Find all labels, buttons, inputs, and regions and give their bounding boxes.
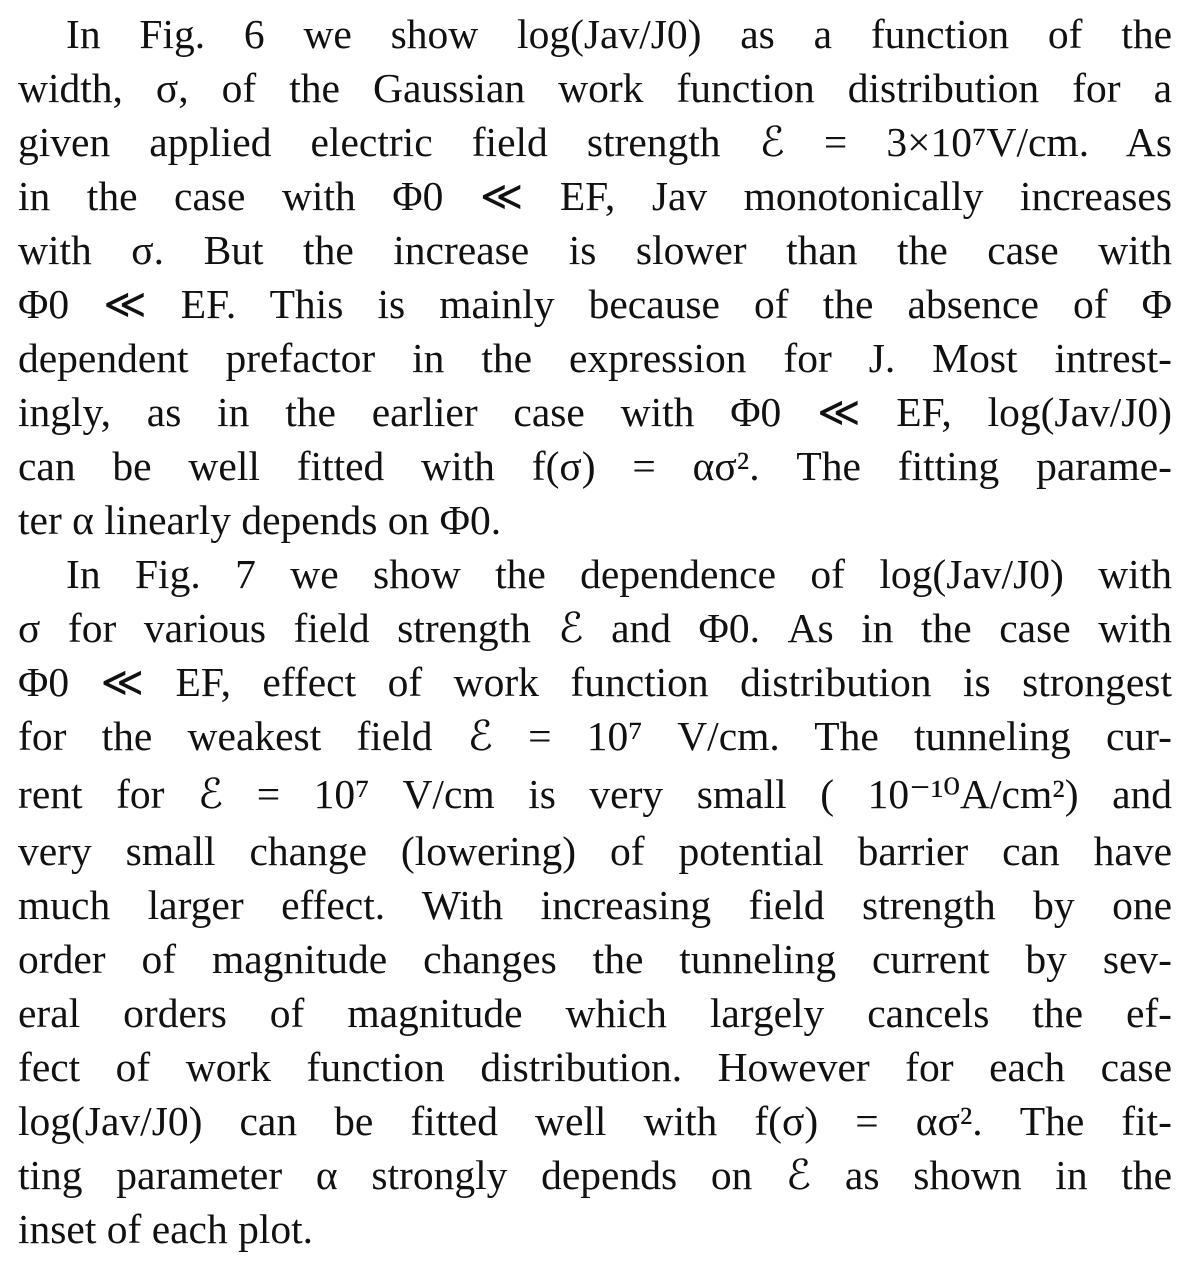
text-line: Φ0 ≪ EF. This is mainly because of the absence of Φ xyxy=(18,281,1172,327)
text-line: ter α linearly depends on Φ0. xyxy=(18,497,502,543)
text-line: given applied electric field strength ℰ = 3×10⁷V/cm. As xyxy=(18,119,1172,165)
text-line: fect of work function distribution. However for each case xyxy=(18,1044,1172,1090)
text-line: with σ. But the increase is slower than the case with xyxy=(18,227,1172,273)
text-line: σ for various field strength ℰ and Φ0. As in the case with xyxy=(18,605,1172,651)
text-line: dependent prefactor in the expression for J. Most intrest- xyxy=(18,335,1172,381)
text-line: rent for ℰ = 10⁷ V/cm is very small ( 10⁻¹⁰A/cm²) and xyxy=(18,771,1172,817)
text-line: ingly, as in the earlier case with Φ0 ≪ EF, log(Jav/J0) xyxy=(18,389,1172,435)
text-line: width, σ, of the Gaussian work function distribution for a xyxy=(18,65,1172,111)
text-line: very small change (lowering) of potential barrier can have xyxy=(18,828,1172,874)
text-line: log(Jav/J0) can be fitted well with f(σ) = ασ². The fit- xyxy=(18,1098,1172,1144)
text-line: in the case with Φ0 ≪ EF, Jav monotonically increases xyxy=(18,173,1172,219)
text-line: order of magnitude changes the tunneling current by sev- xyxy=(18,936,1172,982)
text-line: In Fig. 6 we show log(Jav/J0) as a function of the xyxy=(66,11,1172,57)
text-line: inset of each plot. xyxy=(18,1206,314,1252)
text-line: eral orders of magnitude which largely cancels the ef- xyxy=(18,990,1172,1036)
text-line: can be well fitted with f(σ) = ασ². The fitting parame- xyxy=(18,443,1172,489)
text-line: much larger effect. With increasing field strength by one xyxy=(18,882,1172,928)
text-line: Φ0 ≪ EF, effect of work function distribution is strongest xyxy=(18,659,1172,705)
text-line: ting parameter α strongly depends on ℰ as shown in the xyxy=(18,1152,1172,1198)
text-line: for the weakest field ℰ = 10⁷ V/cm. The tunneling cur- xyxy=(18,713,1172,759)
text-line: In Fig. 7 we show the dependence of log(Jav/J0) with xyxy=(66,551,1172,597)
